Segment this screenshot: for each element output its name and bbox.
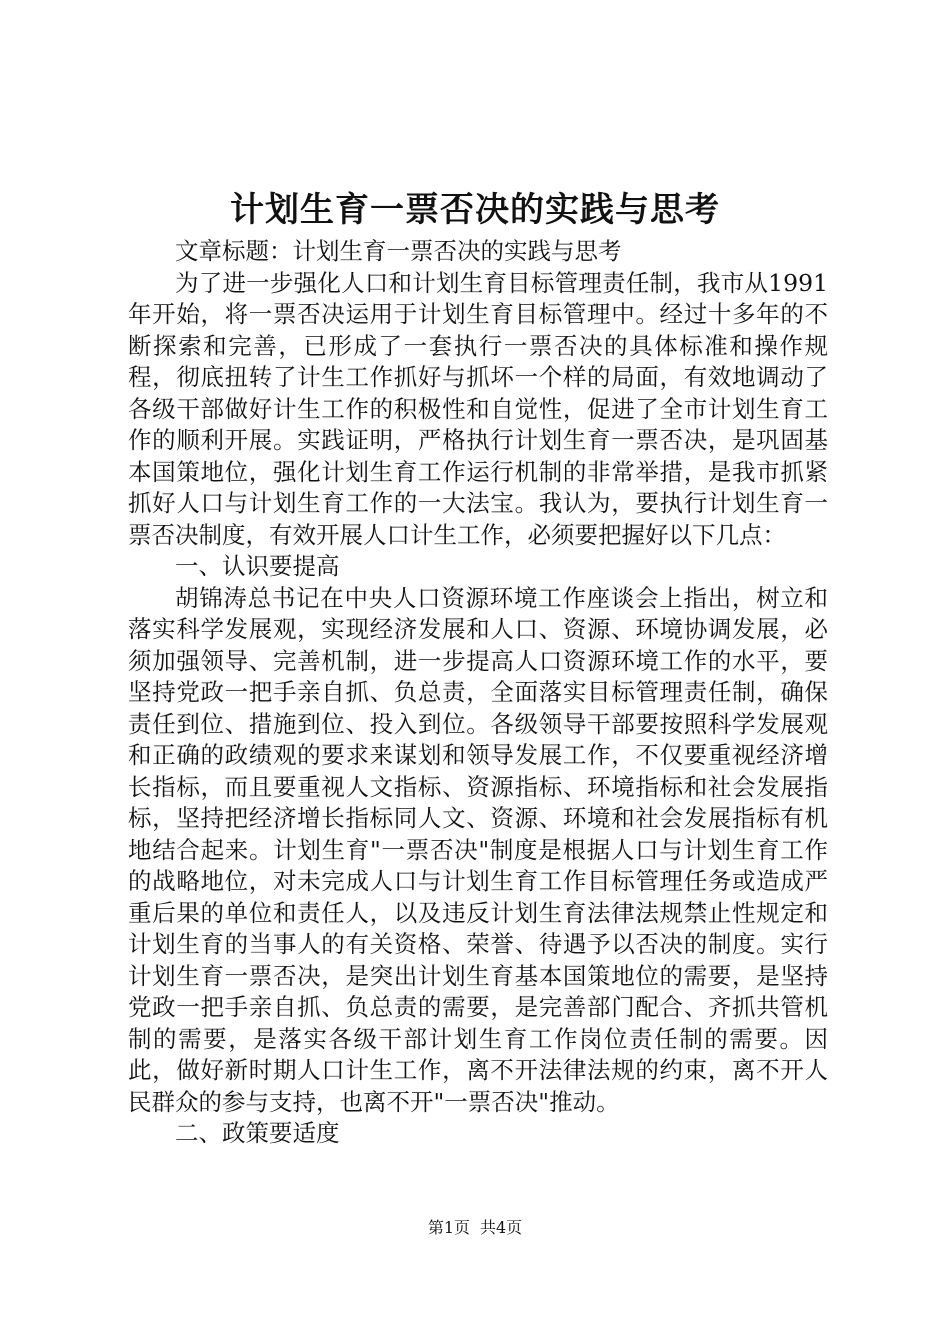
section-1-paragraph: 胡锦涛总书记在中央人口资源环境工作座谈会上指出，树立和落实科学发展观，实现经济发展和人口、资源、环境协调发展，必须加强领导、完善机制，进一步提高人口资源环境工作的水平，要坚持党政一把手亲自抓、负总责，全面落实目标管理责任制，确保责任到位、措施到位、投入到位。各级领导干部要按照科学发展观和正确的政绩观的要求来谋划和领导发展工作，不仅要重视经济增长指标，而且要重视人文指标、资源指标、环境指标和社会发展指标，坚持把经济增长指标同人文、资源、环境和社会发展指标有机地结合起来。计划生育"一票否决"制度是根据人口与计划生育工作的战略地位，对未完成人口与计划生育工作目标管理任务或造成严重后果的单位和责任人，以及违反计划生育法律法规禁止性规定和计划生育的当事人的有关资格、荣誉、待遇予以否决的制度。实行计划生育一票否决，是突出计划生育基本国策地位的需要，是坚持党政一把手亲自抓、负总责的需要，是完善部门配合、齐抓共管机制的需要，是落实各级干部计划生育工作岗位责任制的需要。因此，做好新时期人口计生工作，离不开法律法规的约束，离不开人民群众的参与支持，也离不开"一票否决"推动。	[128, 583, 828, 1116]
page-footer	[0, 1217, 950, 1239]
article-title-line: 文章标题：计划生育一票否决的实践与思考	[175, 237, 622, 265]
section-heading-2: 二、政策要适度	[175, 1119, 340, 1147]
page-total: 共4页	[480, 1218, 523, 1237]
document-title: 计划生育一票否决的实践与思考	[230, 190, 720, 230]
page-number: 第1页	[427, 1218, 470, 1237]
section-heading-1: 一、认识要提高	[175, 552, 340, 580]
document-body	[128, 236, 828, 1150]
intro-paragraph: 为了进一步强化人口和计划生育目标管理责任制，我市从1991年开始，将一票否决运用于计划生育目标管理中。经过十多年的不断探索和完善，已形成了一套执行一票否决的具体标准和操作规程，彻底扭转了计生工作抓好与抓坏一个样的局面，有效地调动了各级干部做好计生工作的积极性和自觉性，促进了全市计划生育工作的顺利开展。实践证明，严格执行计划生育一票否决，是巩固基本国策地位，强化计划生育工作运行机制的非常举措，是我市抓紧抓好人口与计划生育工作的一大法宝。我认为，要执行计划生育一票否决制度，有效开展人口计生工作，必须要把握好以下几点：	[128, 268, 828, 549]
